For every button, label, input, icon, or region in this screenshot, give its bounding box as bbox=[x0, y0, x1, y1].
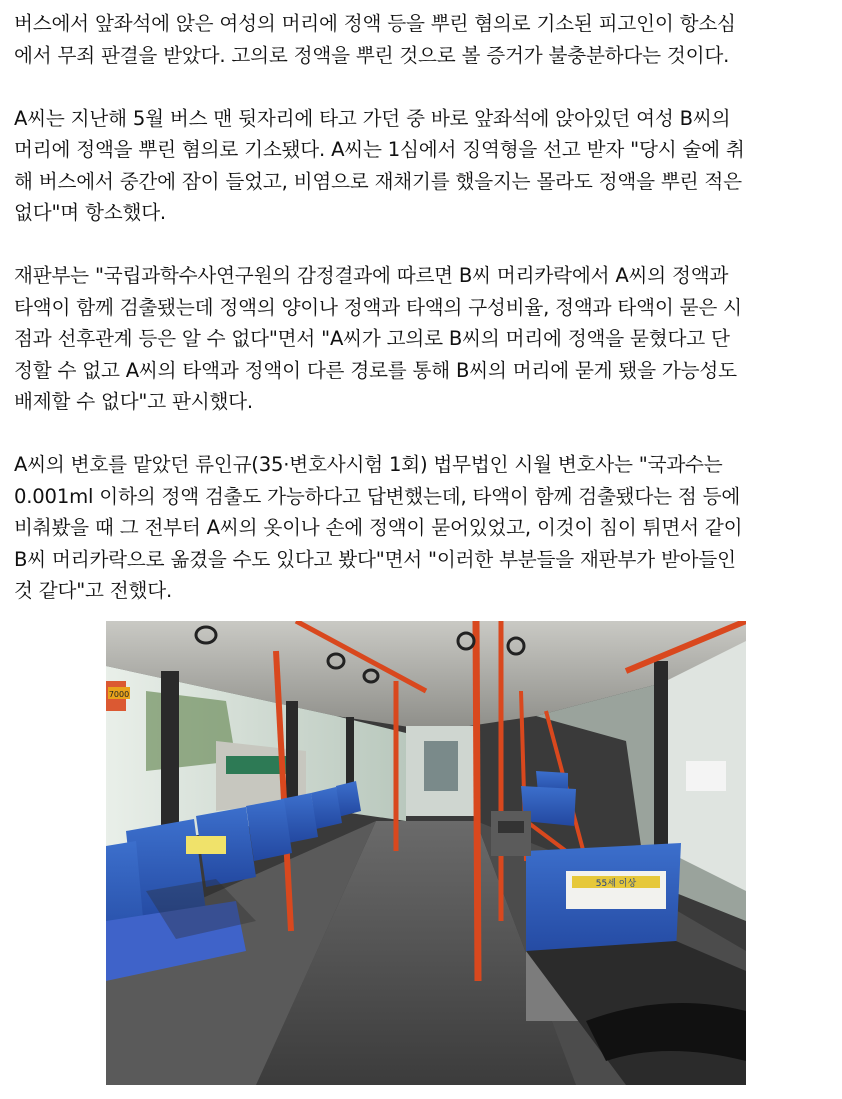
text-line: B씨 머리카락으로 옮겼을 수도 있다고 봤다"면서 "이러한 부분들을 재판부가 받아들인 bbox=[14, 547, 736, 571]
text-line: 타액이 함께 검출됐는데 정액의 양이나 정액과 타액의 구성비율, 정액과 타액이 묻은 시 bbox=[14, 295, 742, 319]
seat-sign-text: 55세 이상 bbox=[595, 879, 637, 889]
paragraph-2 bbox=[14, 103, 836, 229]
front-sign-text: 7000 bbox=[108, 690, 130, 699]
text-line: 0.001ml 이하의 정액 검출도 가능하다고 답변했는데, 타액이 함께 검출됐다는 점 등에 bbox=[14, 484, 741, 508]
text-line: 머리에 정액을 뿌린 혐의로 기소됐다. A씨는 1심에서 징역형을 선고 받자 "당시 술에 취 bbox=[14, 138, 745, 161]
text-line: 해 버스에서 중간에 잠이 들었고, 비염으로 재채기를 했을지는 몰라도 정액을 뿌린 적은 bbox=[14, 169, 742, 193]
text-line: 정할 수 없고 A씨의 타액과 정액이 다른 경로를 통해 B씨의 머리에 묻게 됐을 가능성도 bbox=[14, 358, 737, 382]
paragraph-4 bbox=[14, 449, 836, 607]
text-line: 배제할 수 없다"고 판시했다. bbox=[14, 390, 253, 413]
text-line: 비춰봤을 때 그 전부터 A씨의 옷이나 손에 정액이 묻어있었고, 이것이 침이 튀면서 같이 bbox=[14, 516, 743, 539]
text-line: 없다"며 항소했다. bbox=[14, 201, 166, 224]
text-line: 점과 선후관계 등은 알 수 없다"면서 "A씨가 고의로 B씨의 머리에 정액을 묻혔다고 단 bbox=[14, 327, 730, 350]
text-line: 재판부는 "국립과학수사연구원의 감정결과에 따르면 B씨 머리카락에서 A씨의 정액과 bbox=[14, 264, 729, 287]
text-line: A씨는 지난해 5월 버스 맨 뒷자리에 타고 가던 중 바로 앞좌석에 앉아있던 여성 B씨의 bbox=[14, 106, 731, 130]
bus-interior-illustration bbox=[106, 621, 746, 1085]
paragraph-3 bbox=[14, 260, 836, 418]
text-line: 에서 무죄 판결을 받았다. 고의로 정액을 뿌린 것으로 볼 증거가 불충분하다는 것이다. bbox=[14, 43, 730, 67]
bus-interior-photo bbox=[106, 621, 746, 1085]
article-body bbox=[14, 8, 836, 607]
text-line: 버스에서 앞좌석에 앉은 여성의 머리에 정액 등을 뿌린 혐의로 기소된 피고인이 항소심 bbox=[14, 12, 736, 35]
text-line: A씨의 변호를 맡았던 류인규(35·변호사시험 1회) 법무법인 시월 변호사는 "국과수는 bbox=[14, 453, 723, 476]
paragraph-1 bbox=[14, 8, 836, 71]
text-line: 것 같다"고 전했다. bbox=[14, 579, 172, 602]
